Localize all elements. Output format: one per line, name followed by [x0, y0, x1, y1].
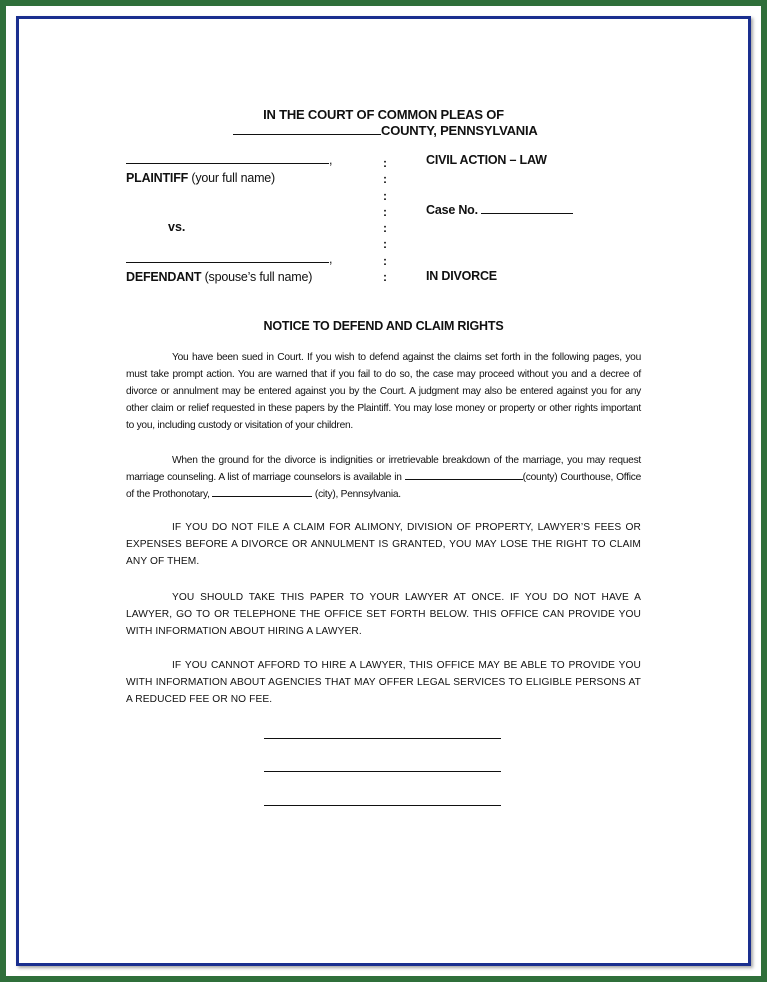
- caption-colons: : : : : : : : :: [383, 156, 387, 285]
- notice-paragraph-4: IF YOU CANNOT AFFORD TO HIRE A LAWYER, THIS OFFICE MAY BE ABLE TO PROVIDE YOU WITH INFORMATION ABOUT AGENCIES THAT MAY OFFER LEGAL SERVICES TO ELIGIBLE PERSONS AT A REDUCED FEE OR NO FEE.: [126, 660, 641, 705]
- plaintiff-hint: (your full name): [191, 171, 276, 185]
- office-address-line-2[interactable]: [264, 771, 501, 772]
- case-number-blank[interactable]: [481, 213, 573, 214]
- case-number-line: [426, 203, 573, 217]
- office-address-line-3[interactable]: [264, 805, 501, 806]
- defendant-line: ,: [126, 252, 332, 266]
- defendant-hint: (spouse’s full name): [204, 270, 313, 284]
- notice-paragraph-1: You have been sued in Court. If you wish to defend against the claims set forth in the following pages, you must take prompt action. You are warned that if you fail to do so, the case may proceed without you and a decree of divorce or annulment may be entered against you by the Court. A judgment may also be entered against you for any other claim or relief requested in these papers by the Plaintiff. You may lose money or property or other rights important to you, including custody or visitation of your children.: [126, 352, 641, 431]
- case-number-label: Case No.: [426, 203, 478, 217]
- plaintiff-label: PLAINTIFF: [126, 171, 189, 185]
- county-label: COUNTY, PENNSYLVANIA: [381, 123, 538, 138]
- notice-paragraph-2: IF YOU DO NOT FILE A CLAIM FOR ALIMONY, DIVISION OF PROPERTY, LAWYER’S FEES OR EXPENSES BEFORE A DIVORCE OR ANNULMENT IS GRANTED, YOU MAY LOSE THE RIGHT TO CLAIM ANY OF THEM.: [126, 522, 641, 567]
- county-courthouse-blank[interactable]: [405, 479, 523, 480]
- city-blank[interactable]: [212, 496, 312, 497]
- counseling-paragraph: When the ground for the divorce is indignities or irretrievable breakdown of the marriage, you may request marriage counseling. A list of marriage counselors is available in (county) Courthouse, Office of the Prothonotary, (city), Pennsylvania.: [126, 455, 641, 500]
- county-blank[interactable]: [233, 134, 381, 135]
- versus-label: vs.: [168, 220, 186, 234]
- plaintiff-line: ,: [126, 153, 332, 167]
- plaintiff-caption: [126, 171, 275, 185]
- plaintiff-name-blank[interactable]: [126, 163, 329, 164]
- court-title: IN THE COURT OF COMMON PLEAS OF: [263, 107, 504, 122]
- notice-title: NOTICE TO DEFEND AND CLAIM RIGHTS: [263, 319, 504, 333]
- defendant-name-blank[interactable]: [126, 262, 329, 263]
- defendant-label: DEFENDANT: [126, 270, 202, 284]
- in-divorce-label: IN DIVORCE: [426, 269, 497, 283]
- county-line: [233, 123, 538, 138]
- defendant-caption: [126, 270, 312, 284]
- office-address-line-1[interactable]: [264, 738, 501, 739]
- civil-action-label: CIVIL ACTION – LAW: [426, 153, 547, 167]
- notice-paragraph-3: YOU SHOULD TAKE THIS PAPER TO YOUR LAWYER AT ONCE. IF YOU DO NOT HAVE A LAWYER, GO TO OR TELEPHONE THE OFFICE SET FORTH BELOW. THIS OFFICE CAN PROVIDE YOU WITH INFORMATION ABOUT HIRING A LAWYER.: [126, 592, 641, 637]
